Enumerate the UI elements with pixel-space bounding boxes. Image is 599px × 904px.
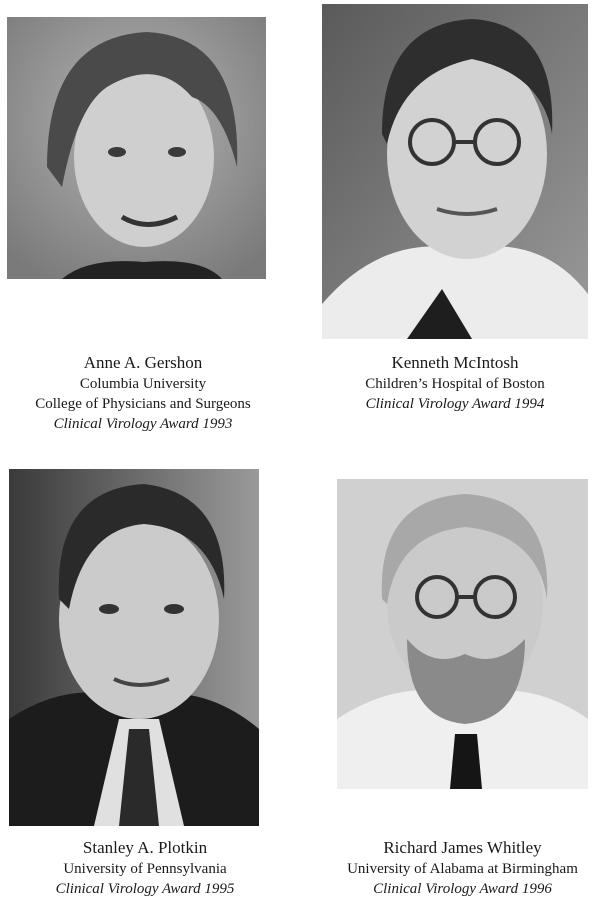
awardee-affiliation: Columbia University: [79, 376, 207, 392]
awardee-affiliation: University of Pennsylvania: [63, 861, 227, 877]
photo-kenneth-mcintosh: [322, 4, 588, 339]
awardee-name: Richard James Whitley: [383, 838, 542, 857]
caption-stanley-plotkin: [0, 837, 290, 899]
caption-richard-whitley: [326, 837, 599, 899]
awardee-award: Clinical Virology Award 1996: [373, 881, 552, 897]
awardee-affiliation: College of Physicians and Surgeons: [35, 396, 251, 412]
caption-kenneth-mcintosh: [316, 352, 594, 414]
awardee-award: Clinical Virology Award 1994: [365, 396, 545, 412]
awardee-name: Kenneth McIntosh: [391, 353, 519, 372]
photo-richard-whitley: [337, 479, 588, 789]
awardee-affiliation: Children’s Hospital of Boston: [365, 376, 545, 392]
awardee-name: Anne A. Gershon: [83, 353, 203, 372]
awardee-award: Clinical Virology Award 1995: [55, 881, 235, 897]
caption-anne-gershon: [0, 352, 286, 434]
awardee-affiliation: University of Alabama at Birmingham: [347, 861, 578, 877]
awardee-award: Clinical Virology Award 1993: [53, 416, 233, 432]
awardee-name: Stanley A. Plotkin: [82, 838, 208, 857]
photo-stanley-plotkin: [9, 469, 259, 826]
photo-anne-gershon: [7, 17, 266, 279]
